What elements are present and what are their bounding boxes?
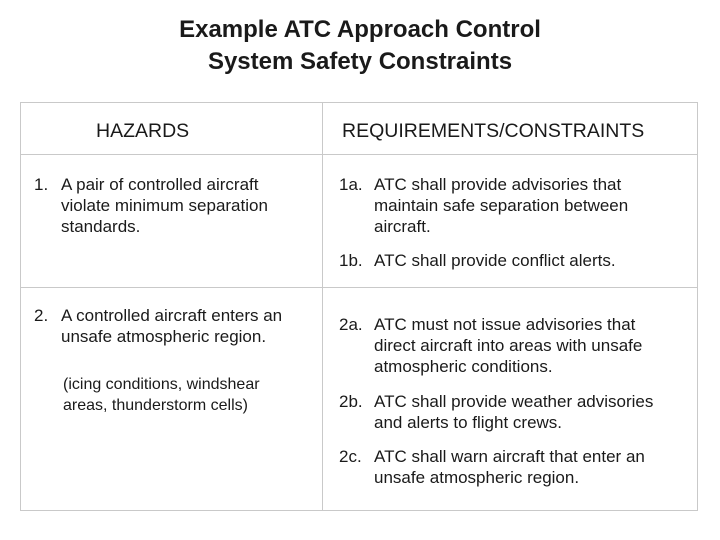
requirement-text: ATC must not issue advisories that direct aircraft into areas with unsafe atmospheric conditions.	[374, 315, 643, 376]
requirement-text: ATC shall provide conflict alerts.	[374, 251, 616, 270]
title-line-2: System Safety Constraints	[207, 48, 513, 75]
hazard-item	[34, 174, 314, 237]
column-divider	[322, 103, 323, 510]
requirement-number: 2c.	[339, 447, 362, 466]
requirements-header: REQUIREMENTS/CONSTRAINTS	[342, 120, 645, 142]
hazard-text: A pair of controlled aircraft violate minimum separation standards.	[61, 175, 268, 236]
hazard-text: A controlled aircraft enters an unsafe atmospheric region.	[61, 306, 283, 346]
requirement-number: 2b.	[339, 392, 363, 411]
requirement-text: ATC shall warn aircraft that enter an unsafe atmospheric region.	[374, 447, 645, 487]
hazard-number: 1.	[34, 175, 49, 194]
hazard-note: (icing conditions, windshear areas, thunderstorm cells)	[63, 376, 260, 414]
requirement-item	[339, 174, 689, 237]
requirement-item	[339, 314, 689, 377]
requirement-text: ATC shall provide advisories that maintain safe separation between aircraft.	[374, 175, 629, 236]
hazards-header: HAZARDS	[96, 120, 190, 142]
hazard-number: 2.	[34, 306, 49, 325]
hazards-requirements-table	[20, 102, 698, 511]
requirement-number: 2a.	[339, 315, 363, 334]
requirement-item	[339, 446, 689, 488]
header-divider	[21, 154, 697, 155]
title-line-1: Example ATC Approach Control	[179, 16, 541, 43]
requirement-item	[339, 250, 689, 271]
requirement-number: 1b.	[339, 251, 363, 270]
hazard-item	[34, 305, 314, 347]
page-title	[0, 14, 720, 78]
requirement-text: ATC shall provide weather advisories and alerts to flight crews.	[374, 392, 654, 432]
row-divider	[21, 287, 697, 288]
requirement-number: 1a.	[339, 175, 363, 194]
requirement-item	[339, 391, 689, 433]
